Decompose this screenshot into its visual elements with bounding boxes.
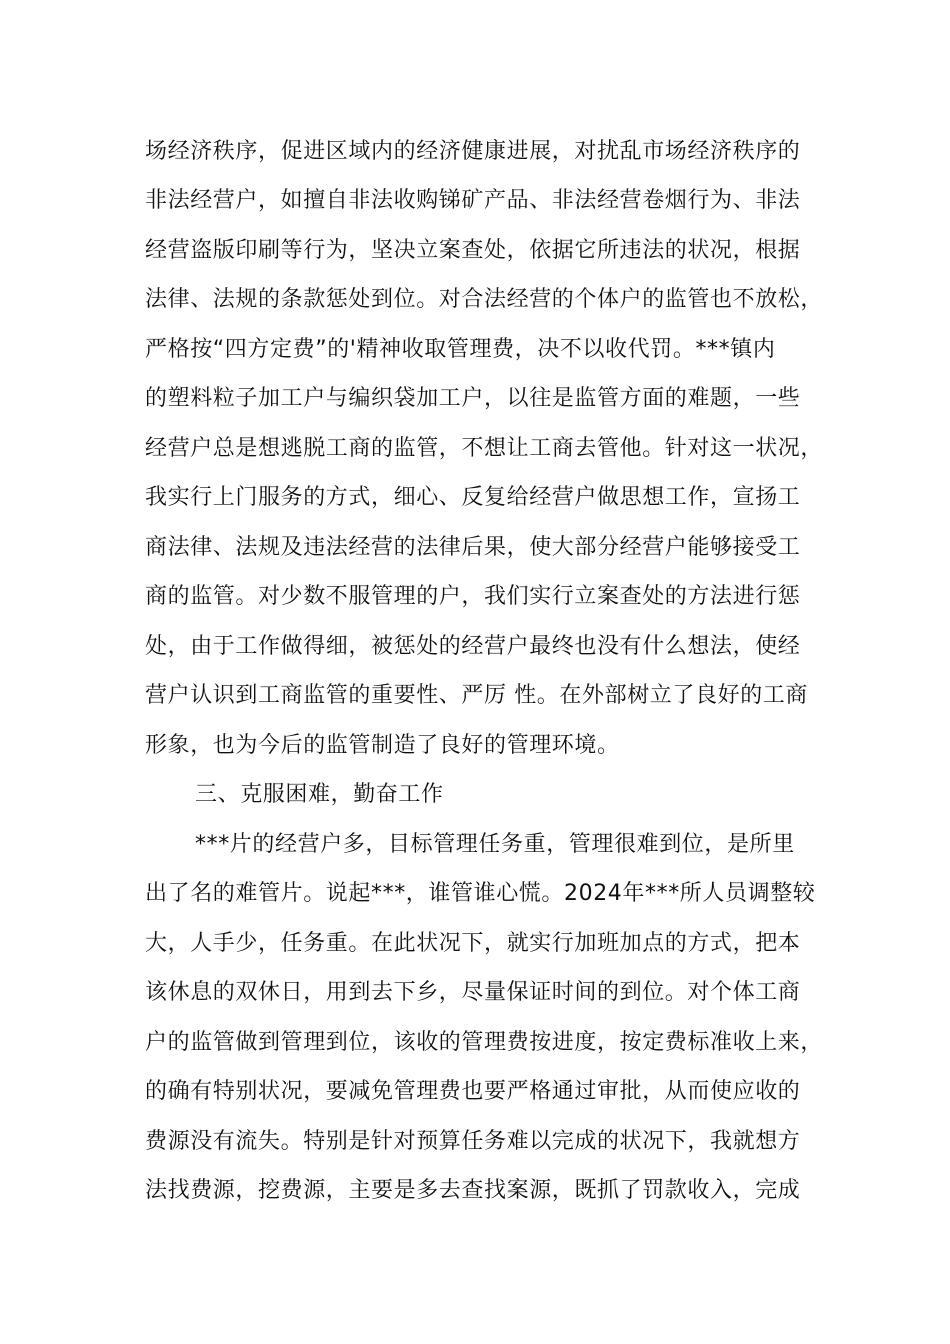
body-text-line: ***片的经营户多，目标管理任务重，管理很难到位，是所里 [195, 832, 795, 857]
body-text-line: 场经济秩序，促进区域内的经济健康进展，对扰乱市场经济秩序的 [145, 139, 801, 164]
body-text-line: 严格按“四方定费”的'精神收取管理费，决不以收代罚。***镇内 [145, 337, 776, 362]
body-text-line: 处，由于工作做得细，被惩处的经营户最终也没有什么想法，使经 [145, 634, 801, 659]
body-text-line: 户的监管做到管理到位，该收的管理费按进度，按定费标准收上来， [145, 1030, 824, 1055]
body-text-line: 营户认识到工商监管的重要性、严厉 性。在外部树立了良好的工商 [145, 683, 808, 708]
body-text-line: 该休息的双休日，用到去下乡，尽量保证时间的到位。对个体工商 [145, 980, 801, 1005]
body-text-line: 非法经营户，如擅自非法收购锑矿产品、非法经营卷烟行为、非法 [145, 188, 801, 213]
body-text-line: 我实行上门服务的方式，细心、反复给经营户做思想工作，宣扬工 [145, 485, 801, 510]
body-text-line: 费源没有流失。特别是针对预算任务难以完成的状况下，我就想方 [145, 1129, 801, 1154]
body-text-line: 的确有特别状况，要减免管理费也要严格通过审批，从而使应收的 [145, 1079, 801, 1104]
body-text-line: 的塑料粒子加工户与编织袋加工户，以往是监管方面的难题，一些 [145, 386, 801, 411]
body-text-line: 商的监管。对少数不服管理的户，我们实行立案查处的方法进行惩 [145, 584, 801, 609]
body-text-line: 法律、法规的条款惩处到位。对合法经营的个体户的监管也不放松， [145, 287, 824, 312]
section-heading: 三、克服困难，勤奋工作 [195, 782, 444, 807]
body-text-line: 法找费源，挖费源，主要是多去查找案源，既抓了罚款收入，完成 [145, 1178, 801, 1203]
body-text-line: 形象，也为今后的监管制造了良好的管理环境。 [145, 733, 620, 758]
body-text-line: 经营户总是想逃脱工商的监管，不想让工商去管他。针对这一状况， [145, 436, 824, 461]
body-text-line: 出了名的难管片。说起***，谁管谁心慌。2024年***所人员调整较 [145, 881, 816, 906]
body-text-line: 商法律、法规及违法经营的法律后果，使大部分经营户能够接受工 [145, 535, 801, 560]
body-text-line: 大，人手少，任务重。在此状况下，就实行加班加点的方式，把本 [145, 931, 801, 956]
body-text-line: 经营盗版印刷等行为，坚决立案查处，依据它所违法的状况，根据 [145, 238, 801, 263]
